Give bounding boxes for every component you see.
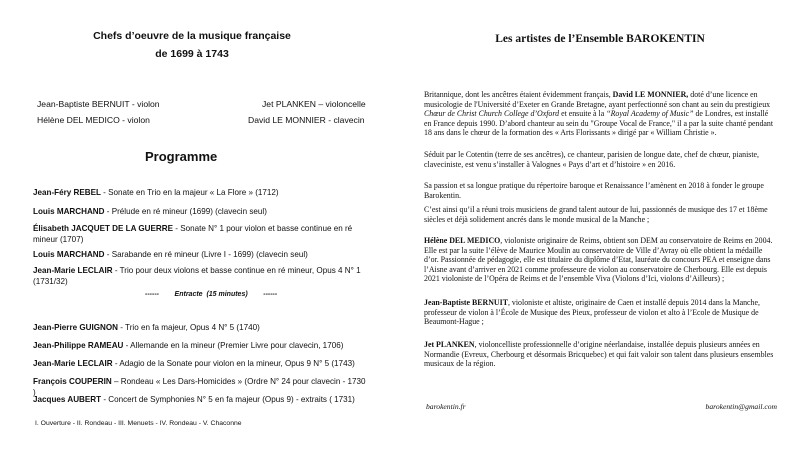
composer-name: Élisabeth JACQUET DE LA GUERRE xyxy=(33,224,174,233)
artist-name: David LE MONNIER, xyxy=(612,90,689,99)
work-title: - Allemande en la mineur (Premier Livre pour clavecin, 1706) xyxy=(123,341,344,350)
entracte-label: ------ Entracte (15 minutes) ------ xyxy=(145,291,278,298)
artist-name: Jet PLANKEN xyxy=(424,340,475,349)
composer-name: Louis MARCHAND xyxy=(33,250,105,259)
musician-bernuit: Jean-Baptiste BERNUIT - violon xyxy=(37,99,160,109)
bio-planken xyxy=(424,340,777,369)
bio-paragraph: Sa passion et sa longue pratique du répertoire baroque et Renaissance l’amènent en 2018 à fonder le groupe Barokentin. xyxy=(424,181,764,200)
programme-entry xyxy=(33,187,368,198)
composer-name: Jean-Pierre GUIGNON xyxy=(33,323,119,332)
programme-entry xyxy=(33,223,368,245)
programme-entry xyxy=(33,394,368,405)
bio-text: et ensuite à la xyxy=(559,109,607,119)
bio-bernuit xyxy=(424,298,777,327)
programme-entry xyxy=(33,249,368,260)
musician-planken: Jet PLANKEN – violoncelle xyxy=(262,99,366,109)
work-title: - Adagio de la Sonate pour violon en la mineur, Opus 9 N° 5 (1743) xyxy=(112,359,355,368)
bio-text: de Londres, est installé en France depuis 1990. D’abord chanteur au sein du "Groupe Vocal de France," il a par la suite chanté pendant 18 ans dans le chœur de la formation des « Arts Florissants » dirigé par « William Christie ». xyxy=(424,109,774,138)
bio-paragraph: Séduit par le Cotentin (terre de ses ancêtres), ce chanteur, parisien de longue date, chef de chœur, pianiste, claveciniste, est venu s’installer à Valognes « Pays d’art et d’histoire » en 2016. xyxy=(424,150,760,169)
bio-text: , violoniste et altiste, originaire de Caen et installé depuis 2014 dans la Manche, professeur de violon à l’École de Musique des Pieux, professeur de violon et alto à l’Ecole de Musique de Beaumont-Hague ; xyxy=(424,298,760,327)
composer-name: Jean-Marie LECLAIR xyxy=(33,266,113,275)
academy-name: “Royal Academy of Music” xyxy=(606,109,694,119)
programme-entry xyxy=(33,206,368,217)
work-title: - Concert de Symphonies N° 5 en fa majeur (Opus 9) - extraits ( 1731) xyxy=(101,395,355,404)
composer-name: François COUPERIN xyxy=(33,377,112,386)
bio-paragraph: C’est ainsi qu’il a réuni trois musiciens de grand talent autour de lui, passionnés de musique des 17 et 18ème siècles et déjà solidement ancrés dans le monde musical de la Manche ; xyxy=(424,205,768,224)
musician-le-monnier: David LE MONNIER - clavecin xyxy=(248,115,365,125)
work-title: - Trio en fa majeur, Opus 4 N° 5 (1740) xyxy=(118,323,260,332)
programme-heading: Programme xyxy=(145,149,218,164)
bio-text: Britannique, dont les ancêtres étaient évidemment français, xyxy=(424,90,613,99)
bio-text: , violoncelliste professionnelle d’origine néerlandaise, installée depuis plusieurs années en Normandie (Evreux, Cherbourg et désormais Bricquebec) et qui fait valoir son talent dans plusieurs ensembles musicaux de la région. xyxy=(424,340,774,369)
composer-name: Louis MARCHAND xyxy=(33,207,105,216)
composer-name: Jean-Féry REBEL xyxy=(33,188,101,197)
artist-name: Hélène DEL MEDICO xyxy=(424,236,501,245)
artists-title: Les artistes de l’Ensemble BAROKENTIN xyxy=(495,33,705,45)
artist-name: Jean-Baptiste BERNUIT xyxy=(424,298,508,307)
work-title: - Trio pour deux violons et basse continue en ré mineur, Opus 4 N° 1 (1731/32) xyxy=(33,266,361,286)
programme-entry xyxy=(33,322,368,333)
programme-entry xyxy=(33,340,368,351)
website-link[interactable]: barokentin.fr xyxy=(426,402,466,411)
composer-name: Jacques AUBERT xyxy=(33,395,102,404)
programme-entry xyxy=(33,358,368,369)
bio-text: doté d’une licence en musicologie de l'Université d’Exeter en Grande Bretagne, ayant perfectionné son chant au sein du prestigieux xyxy=(424,90,771,109)
work-title: – Rondeau « Les Dars-Homicides » (Ordre N° 24 pour clavecin - 1730 ) xyxy=(33,377,366,397)
work-title: - Prélude en ré mineur (1699) (clavecin seul) xyxy=(104,207,267,216)
choir-name: Chœur de Christ Church College d’Oxford xyxy=(424,109,560,119)
concert-dates: de 1699 à 1743 xyxy=(155,48,229,60)
footnote: I. Ouverture - II. Rondeau - III. Menuets - IV. Rondeau - V. Chaconne xyxy=(35,420,242,427)
work-title: - Sarabande en ré mineur (Livre I - 1699) (clavecin seul) xyxy=(104,250,308,259)
composer-name: Jean-Philippe RAMEAU xyxy=(33,341,124,350)
bio-le-monnier xyxy=(424,90,777,138)
composer-name: Jean-Marie LECLAIR xyxy=(33,359,113,368)
programme-entry xyxy=(33,265,368,287)
email-link[interactable]: barokentin@gmail.com xyxy=(705,402,777,411)
bio-text: , violoniste originaire de Reims, obtient son DEM au conservatoire de Reims en 2004. Elle est par la suite l’élève de Maurice Moulin au conservatoire de Ville d’Avray où elle obtient la médaille d’or. Passionnée de pédagogie, elle est titulaire du diplôme d’Etat, lauréate du concours PEA et enseigne dans l’Aisne avant d’arriver en 2021 comme professeure de violon au conservatoire de Cherbourg. Elle est depuis 2021 violoniste de l’Opéra de Reims et de l’ensemble Viva (Violons d’Ici, violons d’Ailleurs) ; xyxy=(424,236,773,284)
concert-title: Chefs d’oeuvre de la musique française xyxy=(93,30,291,42)
musician-del-medico: Hélène DEL MEDICO - violon xyxy=(37,115,150,125)
work-title: - Sonate en Trio en la majeur « La Flore » (1712) xyxy=(100,188,279,197)
artists-page xyxy=(400,0,800,450)
bio-del-medico xyxy=(424,236,777,284)
work-title: - Sonate N° 1 pour violon et basse continue en ré mineur (1707) xyxy=(33,224,353,244)
